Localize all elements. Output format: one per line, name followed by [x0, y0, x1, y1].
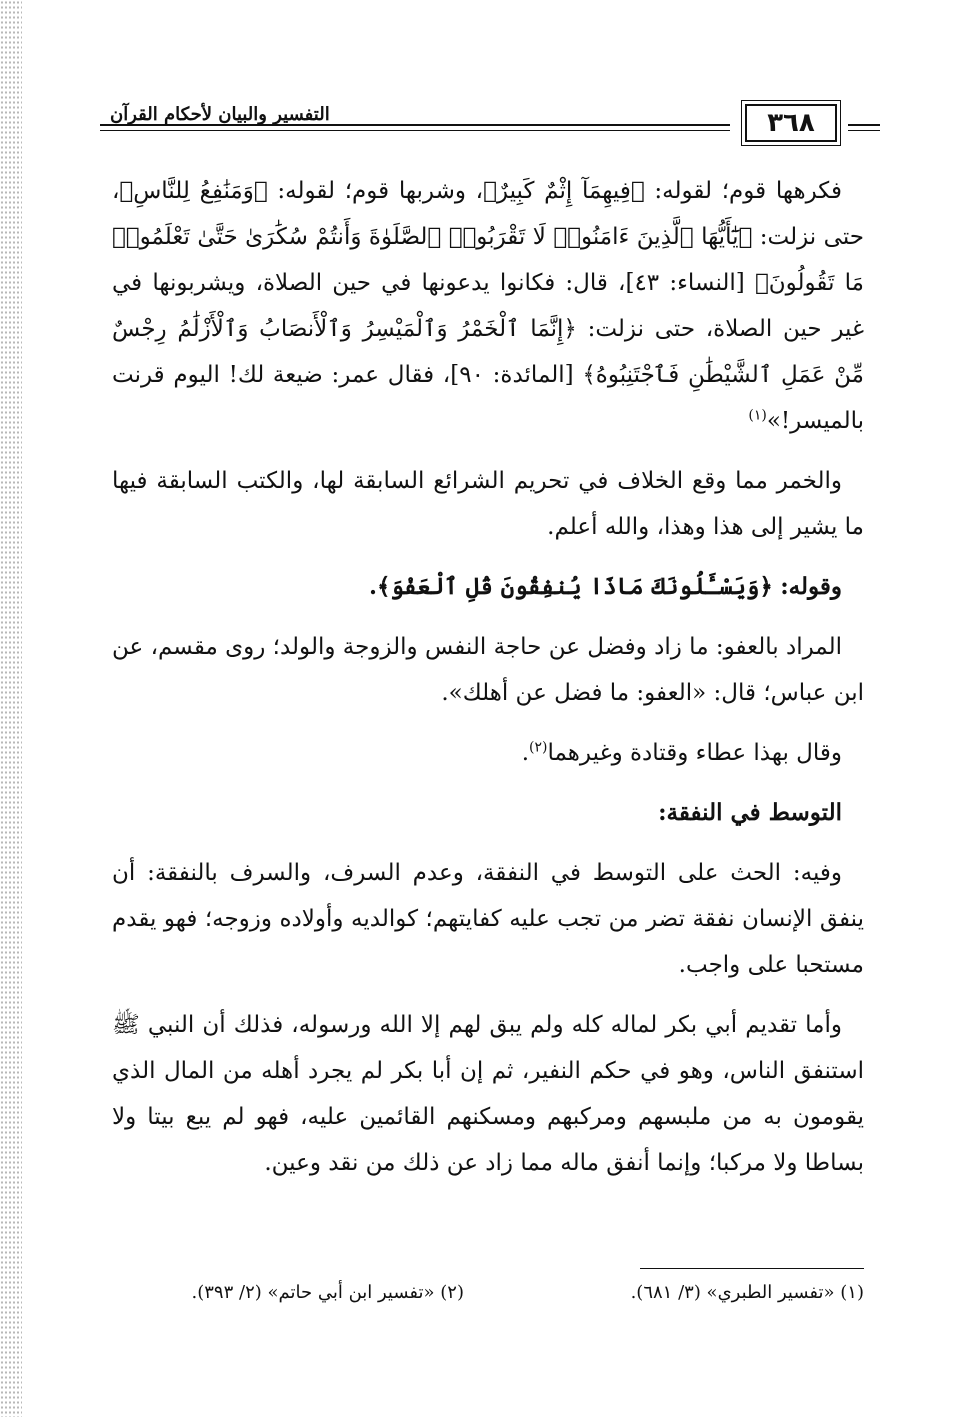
paragraph-text: وقال بهذا عطاء وقتادة وغيرهما [547, 740, 842, 766]
header-rule-right-top [848, 124, 880, 126]
paragraph-ata [112, 730, 864, 776]
page-body [112, 168, 864, 1200]
footnote-1: (١) «تفسير الطبري» (٣/ ٦٨١). [630, 1282, 864, 1303]
verse-intro: وقوله: [780, 573, 842, 600]
paragraph-text: فكرهها قوم؛ لقوله: ﴿فِيهِمَآ إِثْمٌ كَبِيرٌ﴾، وشربها قوم؛ لقوله: ﴿وَمَنَٰفِعُ لِلنَّاسِ﴾، حتى نزلت: ﴿يَٰٓأَيُّهَا ٱلَّذِينَ ءَامَنُوا۟ لَا تَقْرَبُوا۟ ٱلصَّلَوٰةَ وَأَنتُمْ سُكَٰرَىٰ حَتَّىٰ تَعْلَمُوا۟ مَا تَقُولُونَ﴾ [النساء: ٤٣]، قال: فكانوا يدعونها في حين الصلاة، ويشربونها في غير حين الصلاة، حتى نزلت: ﴿إِنَّمَا ٱلْخَمْرُ وَٱلْمَيْسِرُ وَٱلْأَنصَابُ وَٱلْأَزْلَٰمُ رِجْسٌ مِّنْ عَمَلِ ٱلشَّيْطَٰنِ فَٱجْتَنِبُوهُ﴾ [المائدة: ٩٠]، فقال عمر: ضيعة لك! اليوم قرنت بالميسر!» [112, 178, 865, 434]
footnote-ref-2: (٢) [529, 739, 548, 756]
footnote-2: (٢) «تفسير ابن أبي حاتم» (٢/ ٣٩٣). [191, 1282, 464, 1303]
paragraph-hadith [112, 168, 864, 444]
paragraph-abu-bakr: وأما تقديم أبي بكر لماله كله ولم يبق لهم إلا الله ورسوله، فذلك أن النبي ﷺ استنفق الناس، وهو في حكم النفير، ثم إن أبا بكر لم يجرد أهله من المال الذي يقومون به من ملبسهم ومركبهم ومسكنهم القائمين عليه، فهو لم يبع بيتا ولا بساطا ولا مركبا؛ وإنما أنفق ماله مما زاد عن ذلك من نقد وعين. [112, 1012, 864, 1176]
page-number: ٣٦٨ [745, 104, 837, 142]
header-rule-bottom [100, 130, 730, 131]
paragraph-afw: المراد بالعفو: ما زاد وفضل عن حاجة النفس والزوجة والولد؛ روى مقسم، عن ابن عباس؛ قال: «العفو: ما فضل عن أهلك». [112, 634, 864, 706]
section-heading: التوسط في النفقة: [658, 799, 842, 826]
footnote-separator [640, 1268, 864, 1269]
header-rule-right-bottom [848, 130, 880, 131]
scanned-page-edge [0, 0, 22, 1417]
book-title: التفسير والبيان لأحكام القرآن [110, 104, 330, 125]
footnote-ref-1: (١) [748, 407, 767, 424]
paragraph-moderation: وفيه: الحث على التوسط في النفقة، وعدم السرف، والسرف بالنفقة: أن ينفق الإنسان نفقة تضر من تجب عليه كفايتهم؛ كوالديه وأولاده وزوجه؛ فهو يقدم مستحبا على واجب. [112, 860, 864, 978]
verse-line [112, 564, 864, 610]
paragraph-end: . [521, 740, 530, 766]
footnotes [112, 1282, 864, 1312]
page-header [100, 100, 880, 152]
paragraph-previous-laws: والخمر مما وقع الخلاف في تحريم الشرائع السابقة لها، والكتب السابقة فيها ما يشير إلى هذا وهذا، والله أعلم. [112, 468, 864, 540]
quran-verse: ﴿وَيَسْـَٔلُونَكَ مَاذَا يُنفِقُونَ قُلِ ٱلْعَفْوَ﴾. [368, 573, 773, 600]
